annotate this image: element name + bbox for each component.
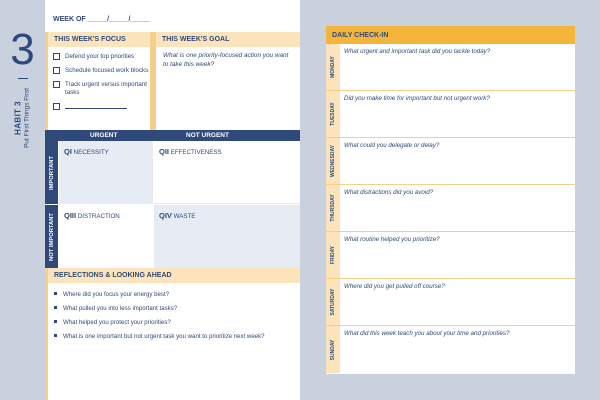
reflections-list xyxy=(48,283,300,340)
day-question: Where did you get pulled off course? xyxy=(344,283,445,290)
quadrant-waste[interactable] xyxy=(154,205,300,268)
day-row-friday[interactable] xyxy=(326,232,575,279)
day-label: MONDAY xyxy=(330,56,336,78)
reflection-item xyxy=(54,305,300,312)
quadrant-label: DISTRACTION xyxy=(77,213,120,220)
bullet-icon xyxy=(54,306,57,309)
reflection-item xyxy=(54,291,300,298)
day-question: What routine helped you prioritize? xyxy=(344,236,440,243)
reflection-question: What pulled you into less important tasks? xyxy=(63,305,178,312)
focus-heading: THIS WEEK'S FOCUS xyxy=(48,32,150,47)
reflection-question: What helped you protect your priorities? xyxy=(63,319,171,326)
day-question: What did this week teach you about your time and priorities? xyxy=(344,330,510,337)
day-row-saturday[interactable] xyxy=(326,279,575,326)
day-label: THURSDAY xyxy=(330,194,336,222)
goal-heading: THIS WEEK'S GOAL xyxy=(156,32,300,47)
priority-matrix xyxy=(45,130,300,268)
matrix-row-important-label: IMPORTANT xyxy=(48,155,55,190)
reflection-question: What is one important but not urgent task you want to prioritize next week? xyxy=(63,333,265,340)
focus-item-blank xyxy=(53,103,150,112)
focus-item-label: Track urgent versus important tasks xyxy=(65,81,147,96)
focus-list xyxy=(48,47,150,112)
quadrant-distraction[interactable] xyxy=(59,205,153,268)
focus-item xyxy=(53,81,150,97)
quadrant-number: QIII xyxy=(64,211,77,220)
day-label: WEDNESDAY xyxy=(330,144,336,178)
day-label: SUNDAY xyxy=(330,339,336,360)
quadrant-necessity[interactable] xyxy=(59,141,153,204)
checkbox-icon[interactable] xyxy=(53,53,60,60)
day-row-tuesday[interactable] xyxy=(326,91,575,138)
goal-prompt: What is one priority-focused action you want to take this week? xyxy=(163,52,289,68)
day-question: Did you make time for important but not urgent work? xyxy=(344,95,490,102)
habit-divider xyxy=(18,78,28,79)
habit-label: HABIT 3 xyxy=(13,101,23,135)
bullet-icon xyxy=(54,292,57,295)
focus-item xyxy=(53,67,150,75)
day-label: TUESDAY xyxy=(330,102,336,126)
quadrant-label: EFFECTIVENESS xyxy=(170,149,222,156)
bullet-icon xyxy=(54,320,57,323)
quadrant-label: NECESSITY xyxy=(73,149,109,156)
reflection-item xyxy=(54,319,300,326)
week-of-label: WEEK OF _____/_____/_____ xyxy=(53,16,150,23)
day-label: SATURDAY xyxy=(330,288,336,316)
quadrant-number: QIV xyxy=(159,211,172,220)
matrix-col-not-urgent: NOT URGENT xyxy=(186,132,229,139)
habit-sidebar xyxy=(0,0,45,400)
matrix-row-not-important xyxy=(45,205,58,268)
reflections-section xyxy=(45,268,300,400)
matrix-col-urgent: URGENT xyxy=(90,132,118,139)
blank-line[interactable] xyxy=(65,103,127,109)
habit-number: 3 xyxy=(10,25,35,74)
quadrant-number: QI xyxy=(64,147,72,156)
matrix-row-not-important-label: NOT IMPORTANT xyxy=(48,212,55,261)
quadrant-effectiveness[interactable] xyxy=(154,141,300,204)
reflections-heading: REFLECTIONS & LOOKING AHEAD xyxy=(48,268,300,283)
week-of-area xyxy=(45,0,300,32)
day-question: What could you delegate or delay? xyxy=(344,142,440,149)
day-question: What distractions did you avoid? xyxy=(344,189,434,196)
checkbox-icon[interactable] xyxy=(53,67,60,74)
day-row-wednesday[interactable] xyxy=(326,138,575,185)
habit-subtitle: Put First Things First xyxy=(23,88,31,148)
focus-item-label: Schedule focused work blocks xyxy=(65,67,149,74)
daily-checkin-panel xyxy=(326,26,575,374)
quadrant-number: QII xyxy=(159,147,170,156)
checkbox-icon[interactable] xyxy=(53,81,60,88)
bullet-icon xyxy=(54,334,57,337)
checkbox-icon[interactable] xyxy=(53,103,60,110)
daily-checkin-heading: DAILY CHECK-IN xyxy=(326,26,575,44)
goal-section xyxy=(153,32,300,130)
focus-section xyxy=(45,32,153,130)
reflection-question: Where did you focus your energy best? xyxy=(63,291,170,298)
day-question: What urgent and important task did you tackle today? xyxy=(344,48,491,55)
quadrant-label: WASTE xyxy=(173,213,196,220)
focus-item xyxy=(53,53,150,61)
day-row-sunday[interactable] xyxy=(326,326,575,373)
right-page xyxy=(300,0,600,400)
matrix-header xyxy=(45,130,300,141)
day-row-thursday[interactable] xyxy=(326,185,575,232)
day-label: FRIDAY xyxy=(330,245,336,265)
focus-item-label: Defend your top priorities xyxy=(65,53,135,60)
matrix-row-important xyxy=(45,141,58,204)
day-row-monday[interactable] xyxy=(326,44,575,91)
reflection-item xyxy=(54,333,300,340)
